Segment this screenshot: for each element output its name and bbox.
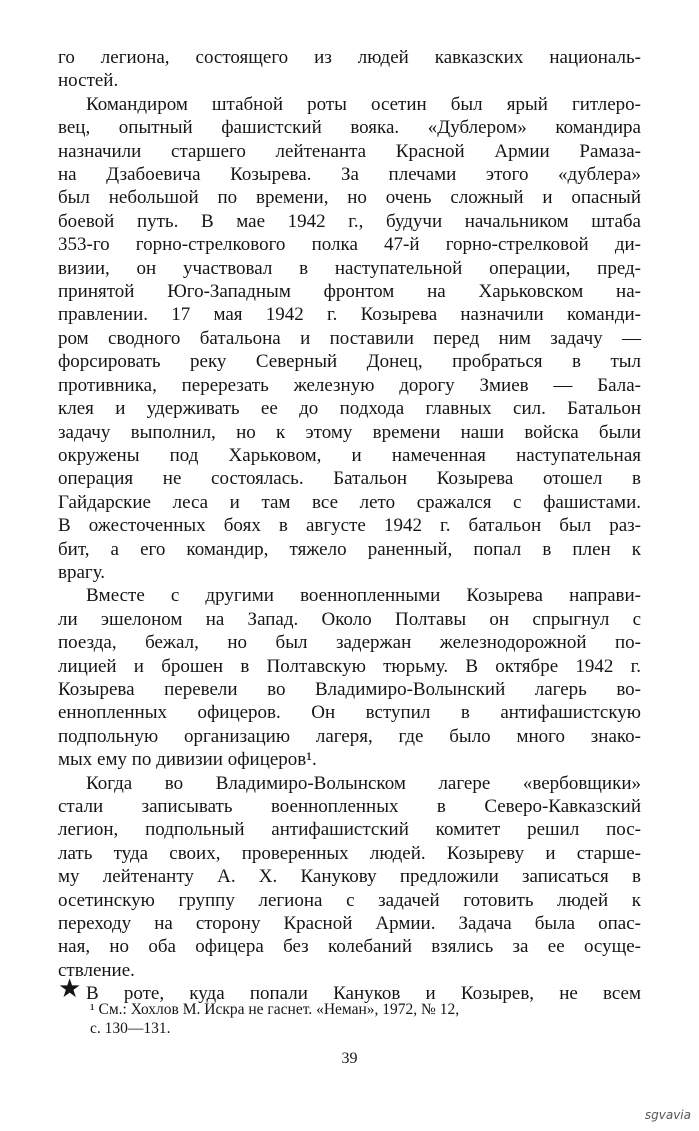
text-line: еннопленных офицеров. Он вступил в антифашистскую bbox=[58, 702, 641, 724]
text-line: был небольшой по времени, но очень сложный и опасный bbox=[58, 187, 641, 209]
footnote-line: с. 130—131. bbox=[90, 1020, 171, 1037]
document-body bbox=[58, 46, 641, 1006]
text-line: поезда, бежал, но был задержан железнодорожной по- bbox=[58, 632, 641, 654]
text-line: ли эшелоном на Запад. Около Полтавы он спрыгнул с bbox=[58, 608, 641, 630]
text-line: лать туда своих, проверенных людей. Козыреву и старше- bbox=[58, 842, 641, 864]
text-line: Вместе с другими военнопленными Козырева направи- bbox=[86, 585, 641, 607]
text-line: на Дзабоевича Козырева. За плечами этого «дублера» bbox=[58, 164, 641, 186]
text-line: боевой путь. В мае 1942 г., будучи начальником штаба bbox=[58, 210, 641, 232]
text-line: противника, перерезать железную дорогу Змиев — Бала- bbox=[58, 374, 641, 396]
text-line: Козырева перевели во Владимиро-Волынский лагерь во- bbox=[58, 678, 641, 700]
text-line: операция не состоялась. Батальон Козырева отошел в bbox=[58, 468, 641, 490]
text-line: бит, а его командир, тяжело раненный, попал в плен к bbox=[58, 538, 641, 560]
text-line: ром сводного батальона и поставили перед ним задачу — bbox=[58, 327, 641, 349]
text-line: окружены под Харьковом, и намеченная наступательная bbox=[58, 444, 641, 466]
text-line: назначили старшего лейтенанта Красной Армии Рамаза- bbox=[58, 140, 641, 162]
text-line: стали записывать военнопленных в Северо-Кавказский bbox=[58, 796, 641, 817]
text-line: В ожесточенных боях в августе 1942 г. батальон был раз- bbox=[58, 515, 641, 537]
text-line: форсировать реку Северный Донец, пробраться в тыл bbox=[58, 351, 641, 373]
text-line: ностей. bbox=[58, 70, 119, 92]
text-line: Гайдарские леса и там все лето сражался с фашистами. bbox=[58, 491, 641, 513]
text-line: му лейтенанту А. Х. Канукову предложили записаться в bbox=[58, 866, 641, 888]
paragraph bbox=[58, 46, 641, 93]
footnote-block bbox=[58, 976, 641, 1038]
text-line: врагу. bbox=[58, 561, 106, 583]
text-line: осетинскую группу легиона с задачей готовить людей к bbox=[58, 889, 641, 911]
text-line: В роте, куда попали Кануков и Козырев, не всем bbox=[86, 983, 641, 1005]
text-line: правлении. 17 мая 1942 г. Козырева назначили команди- bbox=[58, 304, 641, 326]
text-line: легион, подпольный антифашистский комитет решил пос- bbox=[58, 819, 641, 841]
text-line: вец, опытный фашистский вояка. «Дублером» командира bbox=[58, 117, 641, 139]
paragraph bbox=[58, 584, 641, 771]
text-line: Командиром штабной роты осетин был ярый гитлеро- bbox=[86, 93, 641, 115]
watermark: sgvavia bbox=[644, 1108, 691, 1122]
text-line: клея и удерживать ее до подхода главных сил. Батальон bbox=[58, 398, 641, 420]
text-line: го легиона, состоящего из людей кавказских националь- bbox=[58, 47, 641, 68]
text-line: принятой Юго-Западным фронтом на Харьковском на- bbox=[58, 281, 641, 303]
text-line: ная, но оба офицера без колебаний взялись за ее осуще- bbox=[58, 936, 641, 958]
paragraph bbox=[58, 93, 641, 585]
text-line: мых ему по дивизии офицеров¹. bbox=[58, 749, 317, 771]
text-line: 353-го горно-стрелкового полка 47-й горно-стрелковой ди- bbox=[58, 234, 641, 256]
star-icon: ★ bbox=[58, 974, 82, 1004]
paragraph bbox=[58, 772, 641, 983]
text-line: ствление. bbox=[58, 959, 135, 981]
page-number: 39 bbox=[341, 1050, 358, 1067]
text-line: подпольную организацию лагеря, где было много знако- bbox=[58, 725, 641, 747]
text-line: переходу на сторону Красной Армии. Задача была опас- bbox=[58, 913, 641, 935]
text-line: задачу выполнил, но к этому времени наши войска были bbox=[58, 421, 641, 443]
text-line: лицией и брошен в Полтавскую тюрьму. В октябре 1942 г. bbox=[58, 655, 641, 677]
text-line: Когда во Владимиро-Волынском лагере «вербовщики» bbox=[86, 772, 641, 794]
text-line: визии, он участвовал в наступательной операции, пред- bbox=[58, 257, 641, 279]
footnote-line: ¹ См.: Хохлов М. Искра не гаснет. «Неман», 1972, № 12, bbox=[90, 1001, 460, 1018]
